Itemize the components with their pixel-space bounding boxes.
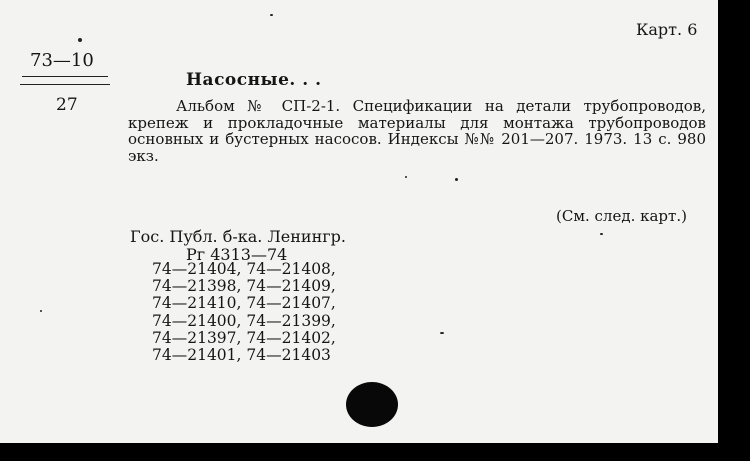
index-line: 74—21397, 74—21402, xyxy=(152,328,336,347)
ink-speck xyxy=(270,14,273,16)
card-title: Насосные. . . xyxy=(186,70,322,90)
sequence-number: 27 xyxy=(56,95,78,115)
continuation-note: (См. след. карт.) xyxy=(556,207,687,225)
library-name: Гос. Публ. б-ка. Ленингр. xyxy=(130,227,346,246)
ink-speck xyxy=(455,178,458,181)
index-line: 74—21398, 74—21409, xyxy=(152,277,336,296)
index-line: 74—21400, 74—21399, xyxy=(152,311,336,330)
shelf-mark: Рг 4313—74 xyxy=(186,245,288,264)
index-line: 74—21410, 74—21407, xyxy=(152,294,336,313)
ink-speck xyxy=(405,176,407,178)
ink-speck xyxy=(78,38,82,42)
ink-speck xyxy=(600,233,603,235)
ink-blot xyxy=(346,382,398,427)
index-number-list xyxy=(152,261,336,364)
classification-code: 73—10 xyxy=(30,50,94,71)
index-line: 74—21404, 74—21408, xyxy=(152,260,336,278)
code-underline-second xyxy=(20,84,110,85)
ink-speck xyxy=(40,310,42,312)
card-number-label: Карт. 6 xyxy=(636,20,698,39)
code-underline xyxy=(22,76,108,77)
index-line: 74—21401, 74—21403 xyxy=(152,346,331,365)
ink-speck xyxy=(440,332,444,334)
card-description: Альбом № СП-2-1. Спецификации на детали трубопроводов, крепеж и прокладочные материалы для монтажа трубопроводов основных и бустерных насосов. Индексы №№ 201—207. 1973. 13 с. 980 экз. xyxy=(128,97,706,165)
